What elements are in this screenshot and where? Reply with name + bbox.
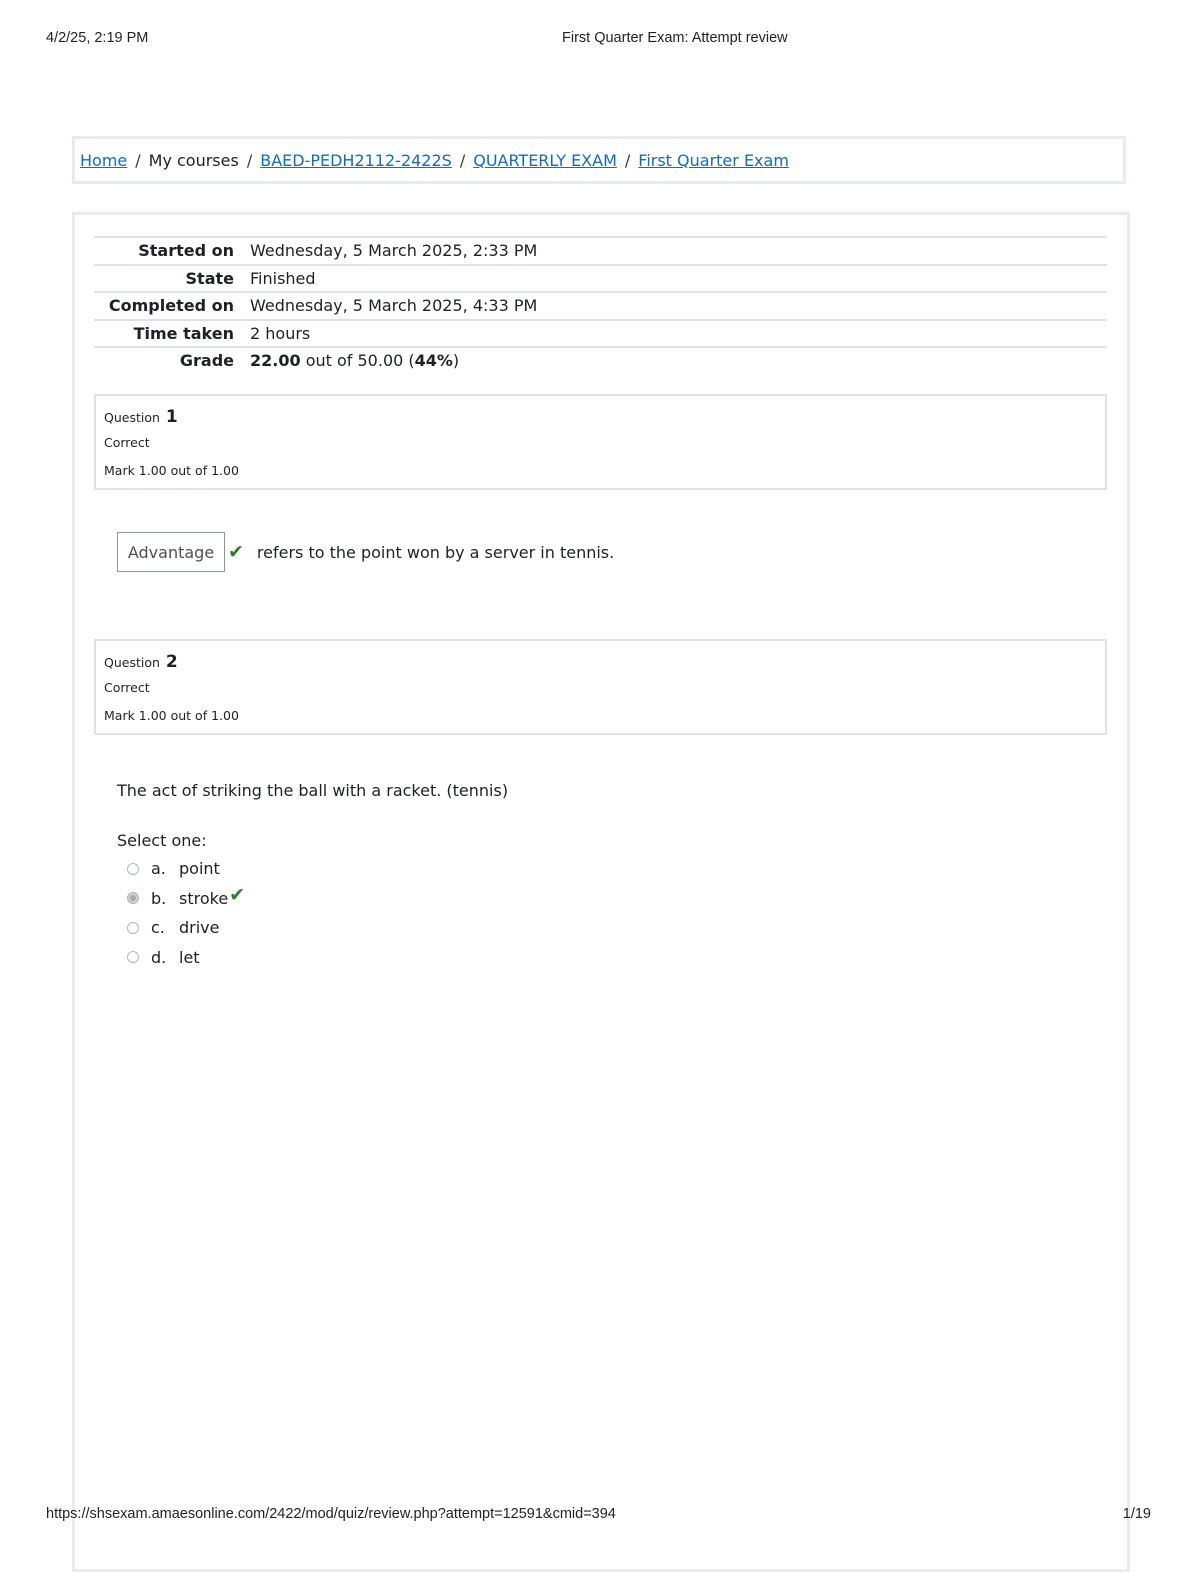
answer-field[interactable]: Advantage: [117, 532, 225, 572]
radio-button[interactable]: [127, 863, 139, 875]
breadcrumb-separator: /: [246, 150, 253, 170]
breadcrumb-separator: /: [459, 150, 466, 170]
summary-label: Time taken: [133, 323, 234, 343]
option-letter: d.: [151, 947, 167, 967]
question-text: The act of striking the ball with a racket. (tennis): [117, 781, 509, 800]
option-a[interactable]: [117, 854, 508, 884]
summary-value: Wednesday, 5 March 2025, 2:33 PM: [250, 241, 538, 261]
option-text: point: [179, 859, 220, 879]
breadcrumb-section[interactable]: QUARTERLY EXAM: [473, 150, 617, 170]
question-text: refers to the point won by a server in tennis.: [256, 542, 615, 562]
summary-row-grade: [94, 346, 1107, 374]
summary-row-completed-on: [94, 291, 1107, 319]
breadcrumb-quiz[interactable]: First Quarter Exam: [638, 150, 789, 170]
print-header: [0, 30, 1200, 50]
question-number-line: [104, 649, 1105, 677]
radio-button-selected[interactable]: [127, 892, 139, 904]
summary-value: Wednesday, 5 March 2025, 4:33 PM: [250, 296, 538, 316]
breadcrumb-separator: /: [135, 150, 141, 170]
question-number-line: [104, 404, 1105, 432]
print-datetime: 4/2/25, 2:19 PM: [46, 30, 149, 46]
question-label: Question: [104, 655, 160, 670]
breadcrumb-separator: /: [624, 150, 631, 170]
print-url: https://shsexam.amaesonline.com/2422/mod/quiz/review.php?attempt=12591&cmid=394: [46, 1506, 616, 1522]
question-content-2: [117, 778, 508, 972]
question-number: 2: [165, 652, 178, 672]
print-title: First Quarter Exam: Attempt review: [562, 30, 788, 46]
summary-value: [250, 351, 459, 370]
grade-close: ): [452, 351, 460, 371]
grade-percent: 44%: [414, 351, 453, 371]
summary-row-state: [94, 264, 1107, 292]
print-footer: [0, 1506, 1200, 1526]
radio-button[interactable]: [127, 951, 139, 963]
question-mark: Mark 1.00 out of 1.00: [104, 463, 239, 478]
option-text: let: [179, 947, 200, 967]
grade-out-of: out of 50.00 (: [300, 351, 415, 371]
question-info-1: [94, 394, 1107, 490]
radio-button[interactable]: [127, 922, 139, 934]
breadcrumb: [72, 136, 1126, 184]
question-state: Correct: [104, 435, 150, 450]
option-b[interactable]: [117, 884, 508, 914]
summary-label: State: [185, 268, 234, 288]
option-d[interactable]: [117, 943, 508, 973]
option-c[interactable]: [117, 913, 508, 943]
question-mark: Mark 1.00 out of 1.00: [104, 708, 239, 723]
question-content-1: [117, 532, 614, 572]
summary-row-started-on: [94, 236, 1107, 264]
option-letter: b.: [151, 888, 167, 908]
question-info-2: [94, 639, 1107, 735]
attempt-summary-table: [94, 236, 1107, 374]
breadcrumb-home[interactable]: Home: [80, 150, 128, 170]
breadcrumb-course[interactable]: BAED-PEDH2112-2422S: [260, 150, 452, 170]
option-letter: c.: [151, 918, 165, 938]
question-number: 1: [165, 407, 178, 427]
check-icon: ✔: [229, 884, 246, 907]
check-icon: ✔: [228, 541, 244, 563]
summary-value: Finished: [250, 268, 316, 288]
question-state: Correct: [104, 680, 150, 695]
summary-label: Grade: [179, 351, 234, 371]
summary-label: Started on: [138, 241, 234, 261]
print-page-number: 1/19: [1122, 1506, 1151, 1522]
question-label: Question: [104, 410, 160, 425]
summary-label: Completed on: [108, 296, 234, 316]
option-text: stroke: [179, 888, 229, 908]
summary-value: 2 hours: [250, 323, 311, 343]
select-one-prompt: Select one:: [117, 831, 207, 850]
option-letter: a.: [151, 859, 166, 879]
summary-row-time-taken: [94, 319, 1107, 347]
breadcrumb-my-courses: My courses: [148, 150, 239, 170]
option-text: drive: [179, 918, 220, 938]
grade-score: 22.00: [250, 351, 301, 371]
